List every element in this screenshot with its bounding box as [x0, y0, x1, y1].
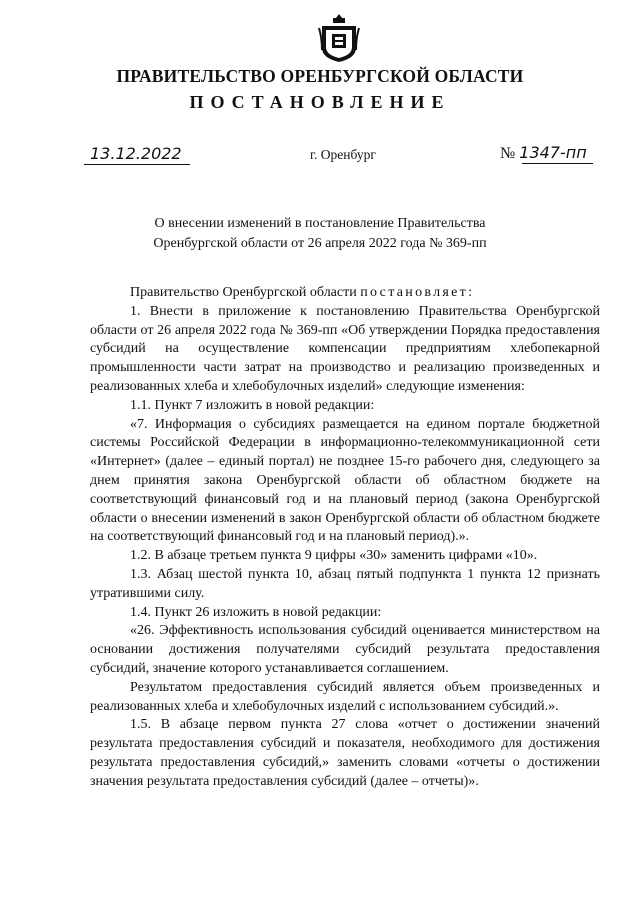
- document-date: [90, 144, 182, 163]
- document-city: г. Оренбург: [310, 147, 376, 162]
- number-underline: [522, 163, 593, 164]
- document-type: ПОСТАНОВЛЕНИЕ: [189, 92, 451, 112]
- intro-lead: Правительство Оренбургской области: [130, 285, 361, 300]
- paragraph-1-1: 1.1. Пункт 7 изложить в новой редакции:: [130, 397, 375, 413]
- subject-line-2: Оренбургской области от 26 апреля 2022 года № 369-пп: [153, 236, 487, 251]
- government-title: ПРАВИТЕЛЬСТВО ОРЕНБУРГСКОЙ ОБЛАСТИ: [116, 66, 524, 86]
- document-number: [500, 143, 587, 163]
- date-underline: [84, 164, 190, 165]
- date-value: 13.12.2022: [90, 144, 182, 163]
- paragraph-1-4-text: «26. Эффективность использования субсидий оценивается министерством на основании достижения получателями субсидий результата предоставления субсидий, значение которого устанавливается соглашением.: [90, 623, 600, 676]
- paragraph-1-1-text: «7. Информация о субсидиях размещается на едином портале бюджетной системы Российской Федерации в информационно-телекоммуникационной сети «Интернет» (далее – единый портал) не позднее 15-го рабочего дня, следующего за днем принятия закона Оренбургской области об областном бюджете на соответствующий финансовый год и на плановый период (закона Оренбургской области о внесении изменений в закон Оренбургской области об областном бюджете на соответствующий финансовый год и на плановый период).».: [90, 416, 600, 545]
- document-subject: [0, 214, 640, 254]
- paragraph-1-2: 1.2. В абзаце третьем пункта 9 цифры «30» заменить цифрами «10».: [130, 548, 538, 564]
- coat-of-arms-emblem-icon: [318, 12, 360, 64]
- intro-spaced-word: постановляет:: [360, 285, 475, 300]
- paragraph-1-3: 1.3. Абзац шестой пункта 10, абзац пятый подпункта 1 пункта 12 признать утратившими силу.: [90, 566, 600, 601]
- paragraph-1: 1. Внести в приложение к постановлению Правительства Оренбургской области от 26 апреля 2022 года № 369-пп «Об утверждении Порядка предоставления субсидий на осуществление компенсации предприятиям хлебопекарной промышленности части затрат на производство и реализацию произведенных и реализованных хлеба и хлебобулочных изделий» следующие изменения:: [90, 303, 600, 394]
- document-body: [90, 284, 600, 792]
- number-value: 1347-пп: [519, 143, 587, 162]
- intro-paragraph: [90, 284, 600, 303]
- paragraph-1-5: 1.5. В абзаце первом пункта 27 слова «отчет о достижении значений результата предоставления субсидий и показателя, необходимого для достижения результата предоставления субсидий,» заменить словами «отчеты о достижении значения результата предоставления субсидий (далее – отчеты)».: [90, 717, 600, 789]
- paragraph-1-4: 1.4. Пункт 26 изложить в новой редакции:: [130, 604, 382, 620]
- paragraph-1-4-text-2: Результатом предоставления субсидий является объем произведенных и реализованных хлеба и хлебобулочных изделий с использованием субсидий.».: [90, 679, 600, 714]
- number-sign: №: [500, 145, 516, 162]
- subject-line-1: О внесении изменений в постановление Правительства: [154, 216, 486, 231]
